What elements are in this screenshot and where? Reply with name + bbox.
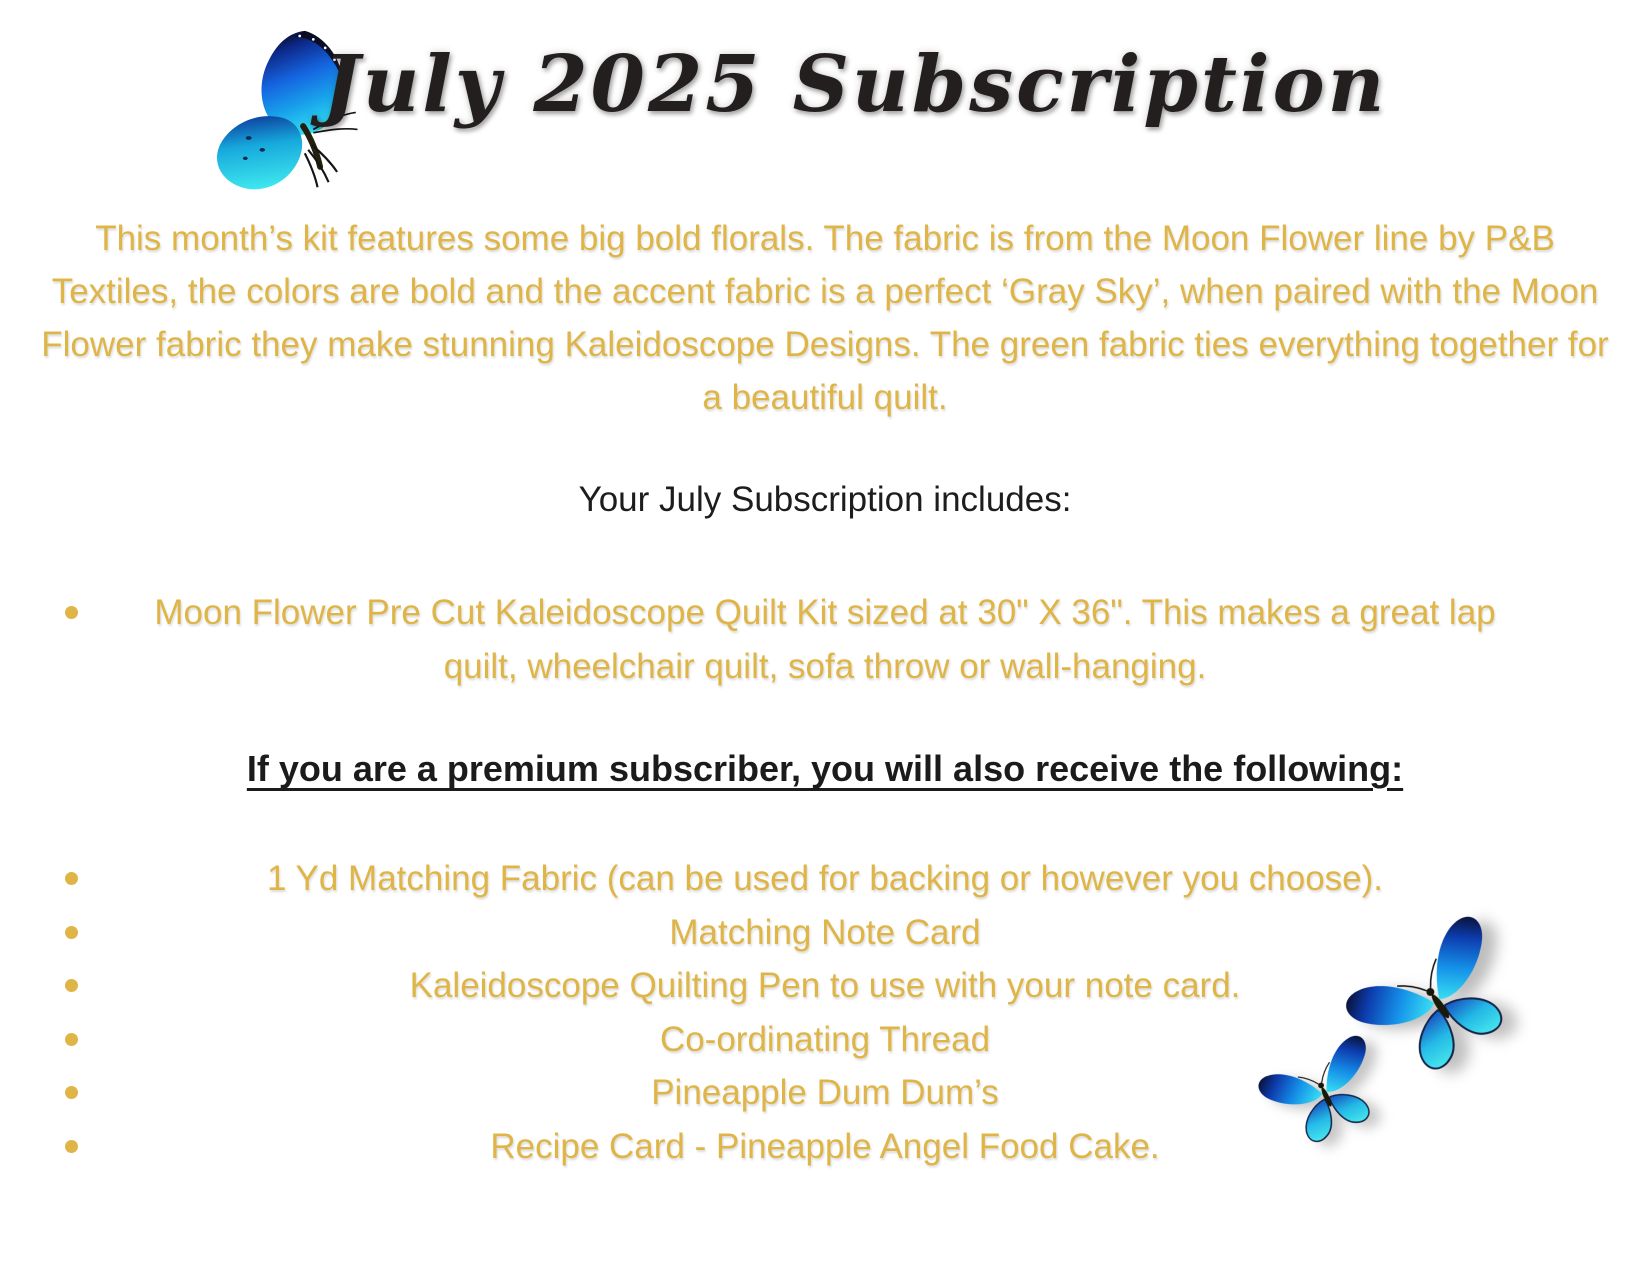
list-item-text: Co-ordinating Thread xyxy=(659,1019,991,1059)
list-item-text: Kaleidoscope Quilting Pen to use with your note card. xyxy=(409,966,1241,1005)
list-item-text: Matching Note Card xyxy=(669,912,981,952)
includes-list xyxy=(150,586,1500,693)
list-item-text: Moon Flower Pre Cut Kaleidoscope Quilt Kit sized at 30" X 36". This makes a great lap quilt, wheelchair quilt, sofa throw or wall-hanging. xyxy=(154,593,1496,686)
list-item xyxy=(150,852,1500,906)
intro-paragraph: This month’s kit features some big bold florals. The fabric is from the Moon Flower line by P&B Textiles, the colors are bold and the accent fabric is a perfect ‘Gray Sky’, when paired with the Moon Flower fabric they make stunning Kaleidoscope Designs. The green fabric ties everything together for a beautiful quilt. xyxy=(41,219,1609,417)
list-item xyxy=(150,906,1500,960)
list-item-text: Recipe Card - Pineapple Angel Food Cake. xyxy=(490,1126,1160,1166)
list-item xyxy=(150,586,1500,693)
page-title: July 2025 Subscription xyxy=(322,39,1388,130)
list-item-text: 1 Yd Matching Fabric (can be used for backing or however you choose). xyxy=(266,859,1384,898)
premium-heading: If you are a premium subscriber, you will also receive the following: xyxy=(246,748,1404,789)
list-item-text: Pineapple Dum Dum’s xyxy=(651,1073,999,1112)
list-item xyxy=(150,959,1500,1013)
includes-heading: Your July Subscription includes: xyxy=(578,480,1072,519)
